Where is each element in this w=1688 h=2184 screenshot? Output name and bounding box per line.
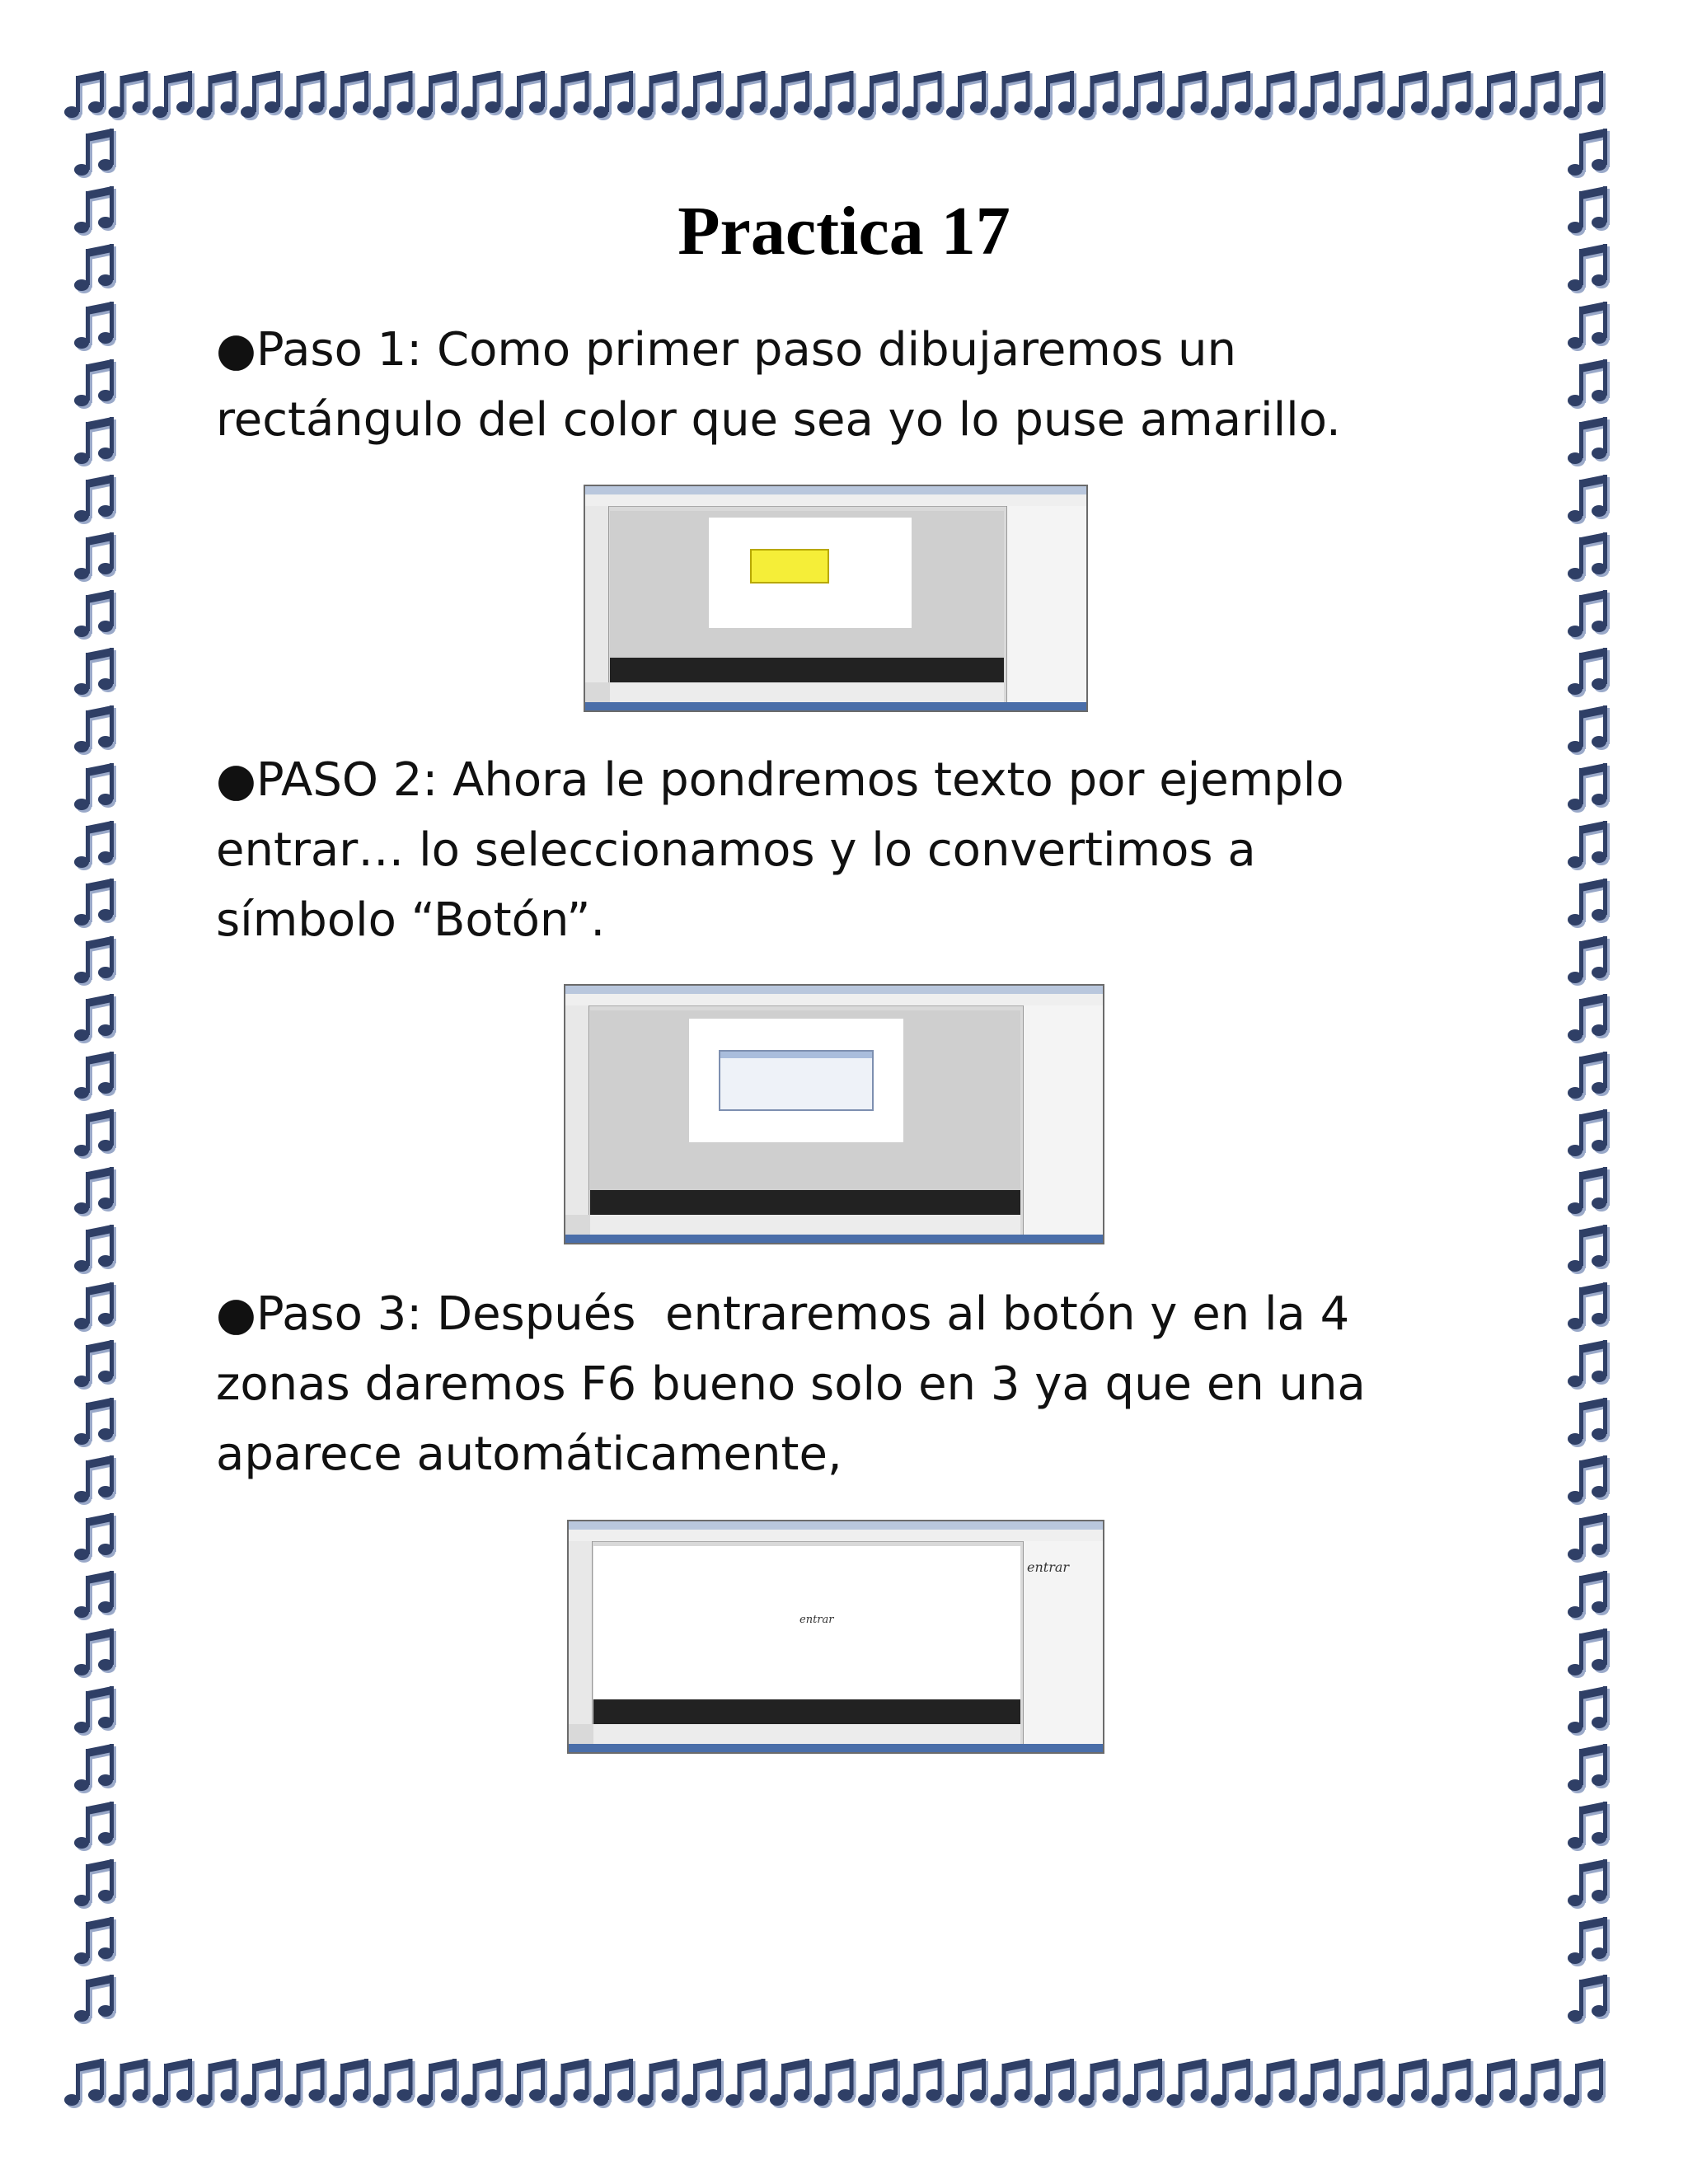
music-note-icon bbox=[1568, 705, 1610, 755]
music-note-icon bbox=[1079, 2059, 1121, 2108]
screenshot-properties bbox=[590, 1215, 1020, 1235]
music-note-icon bbox=[638, 71, 680, 120]
music-note-border-right bbox=[1553, 124, 1629, 2069]
music-note-icon bbox=[1387, 71, 1429, 120]
music-note-icon bbox=[417, 2059, 459, 2108]
music-note-icon bbox=[152, 2059, 195, 2108]
music-note-icon bbox=[109, 71, 151, 120]
dialog-titlebar bbox=[720, 1052, 872, 1058]
music-note-icon bbox=[946, 2059, 988, 2108]
screenshot-toolbar bbox=[569, 1530, 1103, 1542]
music-note-icon bbox=[991, 71, 1033, 120]
screenshot-side-panel bbox=[1023, 1541, 1103, 1744]
music-note-icon bbox=[74, 1859, 116, 1909]
music-note-icon bbox=[1568, 1167, 1610, 1216]
music-note-icon bbox=[726, 2059, 768, 2108]
music-note-icon bbox=[1568, 1629, 1610, 1678]
music-note-icon bbox=[550, 71, 592, 120]
music-note-icon bbox=[74, 1398, 116, 1447]
music-note-icon bbox=[1255, 2059, 1297, 2108]
music-note-icon bbox=[638, 2059, 680, 2108]
music-note-icon bbox=[1568, 129, 1610, 178]
music-note-icon bbox=[770, 2059, 812, 2108]
music-note-icon bbox=[285, 71, 327, 120]
screenshot-menubar bbox=[565, 986, 1103, 994]
music-note-icon bbox=[1568, 879, 1610, 928]
screenshot-tools-panel bbox=[585, 506, 609, 682]
music-note-icon bbox=[770, 71, 812, 120]
yellow-rectangle bbox=[750, 549, 829, 583]
music-note-icon bbox=[814, 2059, 856, 2108]
screenshot-menubar bbox=[585, 486, 1086, 494]
music-note-icon bbox=[1034, 71, 1076, 120]
music-note-icon bbox=[74, 1802, 116, 1851]
music-note-icon bbox=[1568, 1513, 1610, 1563]
music-note-icon bbox=[505, 2059, 547, 2108]
music-note-icon bbox=[1568, 417, 1610, 466]
music-note-icon bbox=[74, 1282, 116, 1332]
screenshot-taskbar bbox=[565, 1235, 1103, 1243]
music-note-icon bbox=[814, 71, 856, 120]
music-note-icon bbox=[74, 1167, 116, 1216]
music-note-icon bbox=[1568, 359, 1610, 409]
music-note-icon bbox=[241, 2059, 283, 2108]
music-note-icon bbox=[74, 1571, 116, 1620]
music-note-icon bbox=[1568, 1455, 1610, 1505]
screenshot-tools-panel bbox=[569, 1541, 593, 1724]
music-note-icon bbox=[285, 2059, 327, 2108]
music-note-icon bbox=[1568, 821, 1610, 870]
music-note-icon bbox=[1299, 71, 1341, 120]
music-note-icon bbox=[1564, 71, 1606, 120]
music-note-icon bbox=[1167, 2059, 1209, 2108]
music-note-icon bbox=[373, 2059, 415, 2108]
music-note-icon bbox=[241, 71, 283, 120]
music-note-icon bbox=[74, 705, 116, 755]
screenshot-taskbar bbox=[569, 1744, 1103, 1752]
music-note-icon bbox=[74, 1340, 116, 1390]
screenshot-panel-entrar-text: entrar bbox=[1027, 1559, 1070, 1575]
music-note-icon bbox=[1568, 1225, 1610, 1274]
music-note-icon bbox=[593, 2059, 635, 2108]
music-note-icon bbox=[74, 1686, 116, 1736]
music-note-icon bbox=[1432, 2059, 1474, 2108]
music-note-icon bbox=[946, 71, 988, 120]
screenshot-menubar bbox=[569, 1521, 1103, 1530]
music-note-icon bbox=[1568, 1859, 1610, 1909]
music-note-icon bbox=[903, 71, 945, 120]
screenshot-step-1 bbox=[584, 485, 1088, 712]
step-2-text: ●PASO 2: Ahora le pondremos texto por ejemplo entrar… lo seleccionamos y lo convertimos a símbolo “Botón”. bbox=[216, 753, 1344, 947]
screenshot-step-3 bbox=[567, 1520, 1104, 1754]
music-note-icon bbox=[329, 2059, 371, 2108]
music-note-icon bbox=[462, 2059, 504, 2108]
music-note-icon bbox=[1387, 2059, 1429, 2108]
music-note-icon bbox=[991, 2059, 1033, 2108]
screenshot-toolbar bbox=[565, 994, 1103, 1006]
music-note-icon bbox=[1568, 1282, 1610, 1332]
music-note-icon bbox=[74, 879, 116, 928]
music-note-icon bbox=[1211, 2059, 1253, 2108]
music-note-icon bbox=[1475, 2059, 1517, 2108]
music-note-icon bbox=[74, 359, 116, 409]
screenshot-side-panel bbox=[1006, 506, 1086, 702]
music-note-icon bbox=[197, 71, 239, 120]
music-note-icon bbox=[74, 590, 116, 640]
music-note-icon bbox=[74, 648, 116, 697]
screenshot-timeline bbox=[593, 1699, 1020, 1724]
music-note-icon bbox=[74, 1225, 116, 1274]
music-note-icon bbox=[197, 2059, 239, 2108]
music-note-icon bbox=[74, 1917, 116, 1966]
music-note-icon bbox=[74, 475, 116, 524]
music-note-icon bbox=[1568, 648, 1610, 697]
music-note-icon bbox=[1568, 532, 1610, 582]
music-note-icon bbox=[329, 71, 371, 120]
music-note-icon bbox=[1568, 1398, 1610, 1447]
music-note-icon bbox=[550, 2059, 592, 2108]
music-note-icon bbox=[74, 1109, 116, 1159]
screenshot-timeline bbox=[590, 1190, 1020, 1215]
music-note-icon bbox=[1520, 71, 1562, 120]
music-note-icon bbox=[1568, 302, 1610, 351]
page-title: Practica 17 bbox=[678, 193, 1010, 269]
music-note-icon bbox=[74, 1629, 116, 1678]
music-note-icon bbox=[74, 936, 116, 986]
music-note-icon bbox=[1568, 1340, 1610, 1390]
screenshot-side-panel bbox=[1023, 1005, 1103, 1235]
music-note-icon bbox=[1432, 71, 1474, 120]
music-note-icon bbox=[1568, 936, 1610, 986]
music-note-icon bbox=[1568, 590, 1610, 640]
music-note-icon bbox=[74, 532, 116, 582]
music-note-icon bbox=[1568, 1802, 1610, 1851]
screenshot-taskbar bbox=[585, 702, 1086, 710]
music-note-icon bbox=[74, 1744, 116, 1793]
music-note-icon bbox=[74, 1455, 116, 1505]
music-note-icon bbox=[1475, 71, 1517, 120]
screenshot-step-2 bbox=[564, 984, 1104, 1244]
music-note-icon bbox=[373, 71, 415, 120]
music-note-icon bbox=[1568, 1686, 1610, 1736]
screenshot-properties bbox=[593, 1724, 1020, 1744]
music-note-border-bottom bbox=[59, 2049, 1629, 2125]
music-note-icon bbox=[682, 2059, 724, 2108]
music-note-icon bbox=[74, 302, 116, 351]
music-note-icon bbox=[74, 417, 116, 466]
music-note-icon bbox=[726, 71, 768, 120]
music-note-icon bbox=[1255, 71, 1297, 120]
convert-to-symbol-dialog bbox=[719, 1050, 874, 1111]
screenshot-stage-area bbox=[610, 511, 1004, 658]
music-note-icon bbox=[462, 71, 504, 120]
music-note-icon bbox=[74, 994, 116, 1043]
music-note-icon bbox=[1123, 71, 1165, 120]
music-note-border-top bbox=[59, 61, 1629, 137]
music-note-icon bbox=[74, 1052, 116, 1101]
screenshot-timeline bbox=[610, 658, 1004, 682]
screenshot-stage-area bbox=[590, 1010, 1020, 1190]
music-note-icon bbox=[1568, 763, 1610, 813]
step-3-text: ●Paso 3: Después entraremos al botón y en la 4 zonas daremos F6 bueno solo en 3 ya que en una aparece automáticamente, bbox=[216, 1287, 1366, 1481]
music-note-icon bbox=[1211, 71, 1253, 120]
music-note-icon bbox=[1034, 2059, 1076, 2108]
step-1-text: ●Paso 1: Como primer paso dibujaremos un rectángulo del color que sea yo lo puse amarillo. bbox=[216, 323, 1341, 447]
music-note-icon bbox=[1568, 475, 1610, 524]
music-note-icon bbox=[858, 2059, 900, 2108]
music-note-icon bbox=[74, 129, 116, 178]
music-note-icon bbox=[152, 71, 195, 120]
music-note-icon bbox=[1343, 71, 1386, 120]
music-note-icon bbox=[1568, 1052, 1610, 1101]
music-note-icon bbox=[74, 821, 116, 870]
music-note-icon bbox=[505, 71, 547, 120]
music-note-icon bbox=[593, 71, 635, 120]
music-note-icon bbox=[1568, 1109, 1610, 1159]
screenshot-tools-panel bbox=[565, 1005, 589, 1215]
music-note-icon bbox=[903, 2059, 945, 2108]
screenshot-stage bbox=[709, 518, 912, 628]
music-note-icon bbox=[74, 1975, 116, 2024]
music-note-icon bbox=[682, 71, 724, 120]
music-note-icon bbox=[858, 71, 900, 120]
music-note-icon bbox=[1167, 71, 1209, 120]
music-note-border-left bbox=[59, 124, 135, 2069]
screenshot-stage-entrar-text: entrar bbox=[799, 1614, 834, 1626]
music-note-icon bbox=[74, 763, 116, 813]
music-note-icon bbox=[1343, 2059, 1386, 2108]
screenshot-stage-area bbox=[593, 1546, 1020, 1699]
music-note-icon bbox=[64, 71, 106, 120]
music-note-icon bbox=[1079, 71, 1121, 120]
music-note-icon bbox=[1123, 2059, 1165, 2108]
music-note-icon bbox=[1568, 1744, 1610, 1793]
screenshot-stage bbox=[689, 1019, 903, 1142]
music-note-icon bbox=[1568, 1975, 1610, 2024]
music-note-icon bbox=[1568, 994, 1610, 1043]
music-note-icon bbox=[1568, 1917, 1610, 1966]
music-note-icon bbox=[74, 1513, 116, 1563]
music-note-icon bbox=[1299, 2059, 1341, 2108]
screenshot-properties bbox=[610, 682, 1004, 702]
screenshot-toolbar bbox=[585, 494, 1086, 507]
music-note-icon bbox=[417, 71, 459, 120]
music-note-icon bbox=[1568, 1571, 1610, 1620]
